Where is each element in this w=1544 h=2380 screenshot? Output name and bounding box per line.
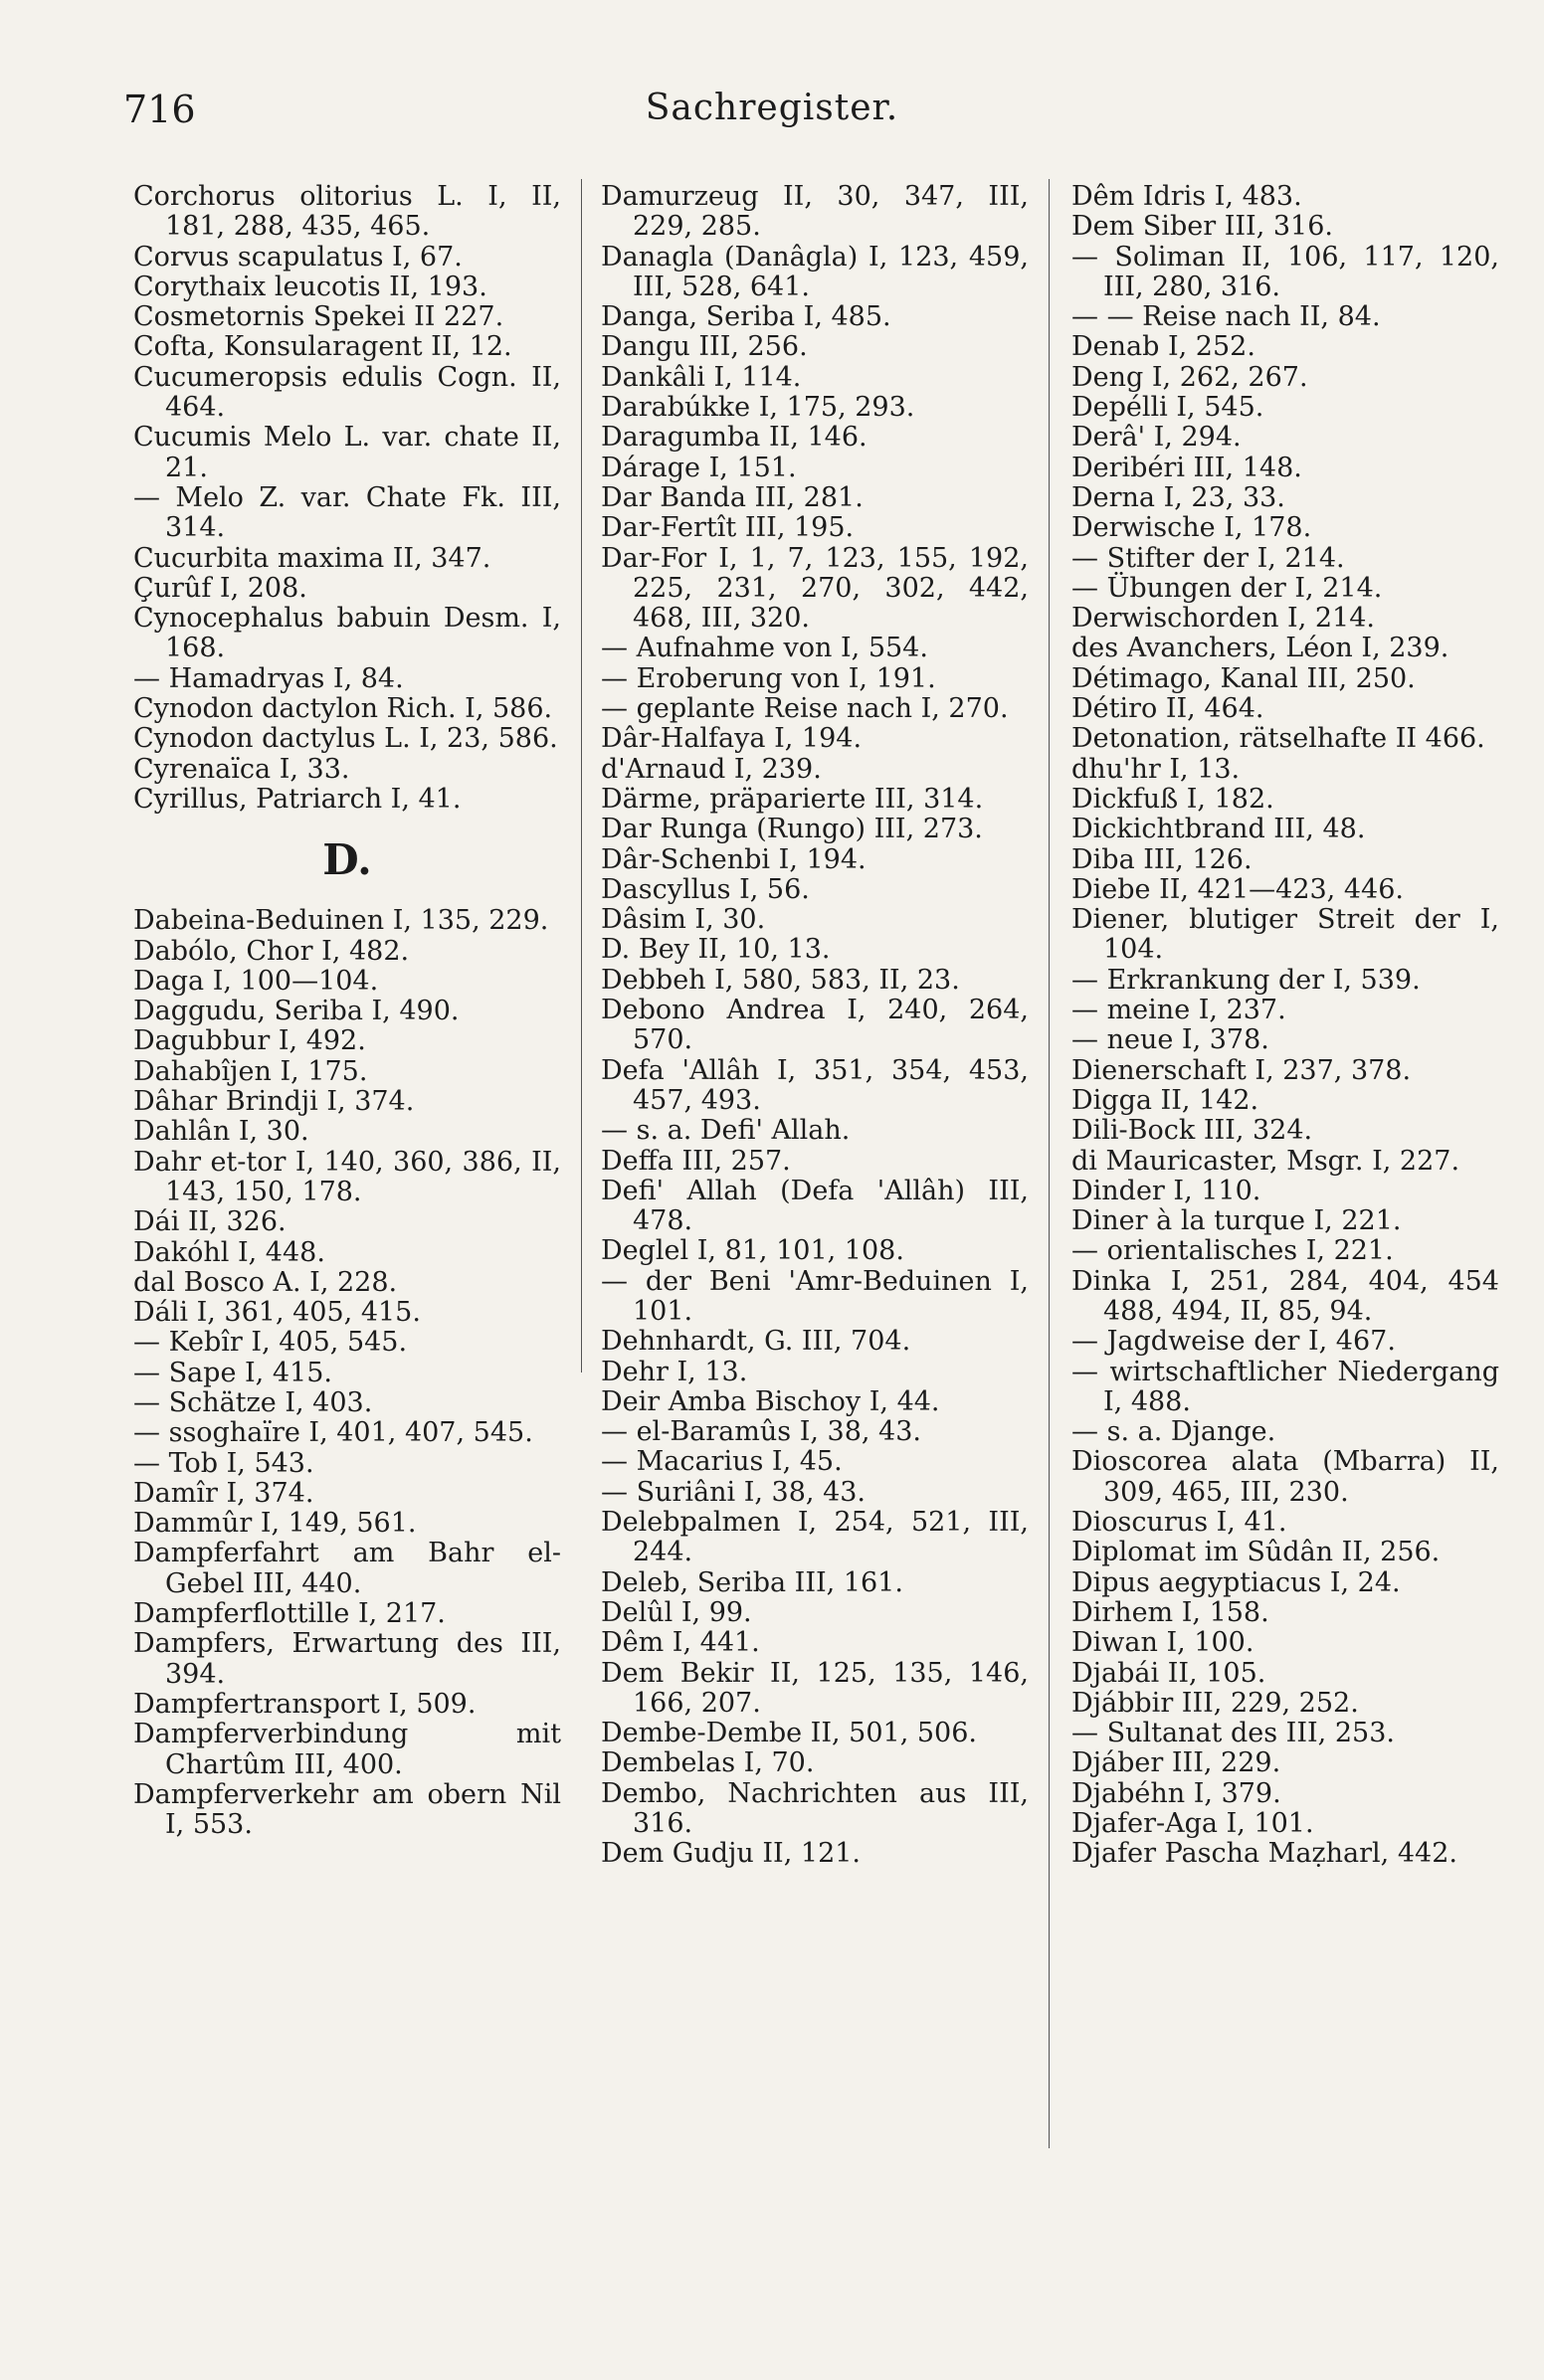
- index-entry: Djabéhn I, 379.: [1071, 1777, 1281, 1809]
- index-entry: Deribéri III, 148.: [1071, 452, 1302, 483]
- index-entry: d'Arnaud I, 239.: [601, 753, 822, 785]
- index-entry: Dâr-Halfaya I, 194.: [601, 723, 863, 755]
- index-entry: Dagubbur I, 492.: [133, 1025, 366, 1057]
- index-entry: Dickfuß I, 182.: [1071, 783, 1274, 815]
- index-entry: Dem Siber III, 316.: [1071, 211, 1333, 243]
- index-entry: Dembelas I, 70.: [601, 1747, 815, 1779]
- page-number: 716: [123, 88, 196, 131]
- index-entry: Djafer-Aga I, 101.: [1071, 1808, 1314, 1840]
- index-entry: Cucumeropsis edulis Cogn. II, 464.: [133, 361, 561, 424]
- index-entry: Corythaix leucotis II, 193.: [133, 271, 487, 302]
- index-entry: Dakóhl I, 448.: [133, 1236, 325, 1268]
- index-column-3: [1071, 182, 1499, 1870]
- index-entry: Dirhem I, 158.: [1071, 1596, 1269, 1628]
- index-entry: Corvus scapulatus I, 67.: [133, 241, 463, 273]
- index-entry: Dêm Idris I, 483.: [1071, 181, 1302, 212]
- index-entry: Dienerschaft I, 237, 378.: [1071, 1054, 1412, 1086]
- index-entry: — Aufnahme von I, 554.: [601, 633, 928, 664]
- index-entry: Derna I, 23, 33.: [1071, 481, 1285, 513]
- index-entry: — s. a. Defi' Allah.: [601, 1115, 851, 1147]
- index-entry: Dâr-Schenbi I, 194.: [601, 843, 867, 875]
- index-entry: — geplante Reise nach I, 270.: [601, 693, 1009, 725]
- index-entry: dhu'hr I, 13.: [1071, 753, 1241, 785]
- index-entry: — — Reise nach II, 84.: [1071, 301, 1381, 333]
- index-entry: des Avanchers, Léon I, 239.: [1071, 633, 1449, 664]
- index-entry: Dammûr I, 149, 561.: [133, 1508, 417, 1540]
- index-entry: Dampferfahrt am Bahr el-Gebel III, 440.: [133, 1538, 561, 1599]
- index-entry: Denab I, 252.: [1071, 331, 1255, 363]
- index-entry: Détimago, Kanal III, 250.: [1071, 662, 1416, 694]
- index-entry: — ssoghaïre I, 401, 407, 545.: [133, 1417, 533, 1449]
- index-entry: Diner à la turque I, 221.: [1071, 1205, 1402, 1237]
- index-entry: Dioscurus I, 41.: [1071, 1507, 1287, 1539]
- index-entry: Dinder I, 110.: [1071, 1175, 1261, 1206]
- index-entry: Diwan I, 100.: [1071, 1627, 1254, 1659]
- index-entry: Dárage I, 151.: [601, 452, 797, 483]
- index-entry: Dembe-Dembe II, 501, 506.: [601, 1718, 977, 1749]
- index-entry: di Mauricaster, Msgr. I, 227.: [1071, 1145, 1460, 1177]
- index-entry: Deir Amba Bischoy I, 44.: [601, 1385, 940, 1417]
- index-entry: — Kebîr I, 405, 545.: [133, 1327, 408, 1359]
- index-entry: Dembo, Nachrichten aus III, 316.: [601, 1777, 1029, 1840]
- index-entry: Cucumis Melo L. var. chate II, 21.: [133, 422, 561, 483]
- index-entry: Detonation, rätselhafte II 466.: [1071, 723, 1485, 755]
- index-entry: Depélli I, 545.: [1071, 392, 1264, 424]
- index-entry: Dem Gudju II, 121.: [601, 1838, 862, 1870]
- index-entry: Dinka I, 251, 284, 404, 454 488, 494, II, 85, 94.: [1071, 1265, 1499, 1327]
- index-entry: Çurûf I, 208.: [133, 572, 307, 604]
- index-entry: Darabúkke I, 175, 293.: [601, 392, 915, 424]
- index-entry: — Schätze I, 403.: [133, 1386, 373, 1418]
- index-entry: Defa 'Allâh I, 351, 354, 453, 457, 493.: [601, 1054, 1029, 1116]
- index-entry: Djabái II, 105.: [1071, 1657, 1266, 1689]
- column-rule: [1049, 179, 1050, 2148]
- index-entry: Digga II, 142.: [1071, 1084, 1259, 1116]
- index-entry: — Eroberung von I, 191.: [601, 662, 936, 694]
- index-entry: Dampfers, Erwartung des III, 394.: [133, 1628, 561, 1690]
- index-entry: Delebpalmen I, 254, 521, III, 244.: [601, 1507, 1029, 1568]
- index-entry: Deffa III, 257.: [601, 1145, 791, 1177]
- index-entry: Dabólo, Chor I, 482.: [133, 935, 410, 967]
- index-entry: Dankâli I, 114.: [601, 361, 802, 393]
- index-entry: Diebe II, 421—423, 446.: [1071, 873, 1404, 905]
- index-entry: — Melo Z. var. Chate Fk. III, 314.: [133, 481, 561, 544]
- index-entry: — Tob I, 543.: [133, 1447, 314, 1479]
- index-entry: Dahlân I, 30.: [133, 1116, 309, 1148]
- index-entry: Diener, blutiger Streit der I, 104.: [1071, 904, 1499, 966]
- index-entry: Cofta, Konsularagent II, 12.: [133, 331, 512, 363]
- index-entry: — Stifter der I, 214.: [1071, 542, 1345, 574]
- index-entry: Détiro II, 464.: [1071, 693, 1264, 725]
- index-entry: — orientalisches I, 221.: [1071, 1235, 1394, 1267]
- index-entry: Dáli I, 361, 405, 415.: [133, 1297, 421, 1329]
- index-entry: — der Beni 'Amr-Beduinen I, 101.: [601, 1265, 1029, 1327]
- index-entry: Cyrillus, Patriarch I, 41.: [133, 783, 462, 815]
- index-entry: Dar-Fertît III, 195.: [601, 512, 855, 544]
- index-entry: — Soliman II, 106, 117, 120, III, 280, 316.: [1071, 241, 1499, 302]
- index-entry: Cosmetornis Spekei II 227.: [133, 301, 504, 333]
- index-entry: Djábbir III, 229, 252.: [1071, 1687, 1359, 1719]
- index-entry: Corchorus olitorius L. I, II, 181, 288, 435, 465.: [133, 181, 561, 243]
- page-title: Sachregister.: [645, 88, 899, 128]
- index-entry: Dar-For I, 1, 7, 123, 155, 192, 225, 231, 270, 302, 442, 468, III, 320.: [601, 542, 1029, 635]
- index-column-2: [601, 182, 1029, 1870]
- index-entry: Defi' Allah (Defa 'Allâh) III, 478.: [601, 1175, 1029, 1237]
- index-entry: Cucurbita maxima II, 347.: [133, 542, 491, 574]
- column-rule: [581, 179, 582, 1373]
- index-entry: — s. a. Djange.: [1071, 1416, 1276, 1448]
- index-entry: — Hamadryas I, 84.: [133, 662, 404, 694]
- index-entry: Cynocephalus babuin Desm. I, 168.: [133, 603, 561, 664]
- index-entry: Dêm I, 441.: [601, 1627, 760, 1659]
- index-entry: — el-Baramûs I, 38, 43.: [601, 1416, 921, 1448]
- index-entry: Deleb, Seriba III, 161.: [601, 1566, 903, 1598]
- index-entry: Diba III, 126.: [1071, 843, 1253, 875]
- index-entry: Cynodon dactylon Rich. I, 586.: [133, 693, 553, 725]
- index-entry: Deng I, 262, 267.: [1071, 361, 1308, 393]
- index-entry: Dái II, 326.: [133, 1206, 287, 1238]
- index-entry: Danagla (Danâgla) I, 123, 459, III, 528, 641.: [601, 241, 1029, 302]
- index-entry: Dar Runga (Rungo) III, 273.: [601, 814, 983, 845]
- index-entry: — Sape I, 415.: [133, 1357, 332, 1388]
- index-entry: Cynodon dactylus L. I, 23, 586.: [133, 723, 558, 755]
- index-entry: Danga, Seriba I, 485.: [601, 301, 891, 333]
- index-entry: D. Bey II, 10, 13.: [601, 934, 831, 966]
- index-column-1: [133, 182, 561, 1840]
- index-entry: Dangu III, 256.: [601, 331, 808, 363]
- index-entry: Deglel I, 81, 101, 108.: [601, 1235, 904, 1267]
- index-entry: Damurzeug II, 30, 347, III, 229, 285.: [601, 181, 1029, 243]
- section-heading: D.: [322, 835, 372, 885]
- index-entry: — Macarius I, 45.: [601, 1446, 843, 1478]
- index-entry: — meine I, 237.: [1071, 995, 1286, 1026]
- index-entry: Dili-Bock III, 324.: [1071, 1115, 1313, 1147]
- index-entry: Diplomat im Sûdân II, 256.: [1071, 1537, 1441, 1568]
- index-entry: — Erkrankung der I, 539.: [1071, 964, 1421, 996]
- index-entry: Dascyllus I, 56.: [601, 873, 810, 905]
- index-entry: Daggudu, Seriba I, 490.: [133, 996, 460, 1027]
- index-entry: Dâsim I, 30.: [601, 904, 766, 936]
- index-entry: Dipus aegyptiacus I, 24.: [1071, 1566, 1401, 1598]
- index-entry: Dioscorea alata (Mbarra) II, 309, 465, III, 230.: [1071, 1446, 1499, 1508]
- index-entry: Debono Andrea I, 240, 264, 570.: [601, 995, 1029, 1056]
- index-entry: Dabeina-Beduinen I, 135, 229.: [133, 905, 549, 937]
- index-entry: Djafer Pascha Maẓharl, 442.: [1071, 1838, 1457, 1870]
- index-entry: Dampferverbindung mit Chartûm III, 400.: [133, 1719, 561, 1780]
- index-entry: Dehnhardt, G. III, 704.: [601, 1326, 911, 1358]
- index-entry: Därme, präparierte III, 314.: [601, 783, 984, 815]
- index-entry: Derwische I, 178.: [1071, 512, 1312, 544]
- index-entry: Dahr et-tor I, 140, 360, 386, II, 143, 150, 178.: [133, 1146, 561, 1207]
- index-entry: — Suriâni I, 38, 43.: [601, 1476, 867, 1508]
- index-entry: Dampferflottille I, 217.: [133, 1598, 446, 1630]
- index-entry: — Übungen der I, 214.: [1071, 572, 1383, 604]
- index-entry: Daragumba II, 146.: [601, 422, 868, 454]
- index-entry: Dehr I, 13.: [601, 1356, 748, 1387]
- index-entry: dal Bosco A. I, 228.: [133, 1266, 398, 1298]
- index-entry: Dâhar Brindji I, 374.: [133, 1086, 415, 1118]
- index-entry: — Sultanat des III, 253.: [1071, 1718, 1395, 1749]
- index-entry: — neue I, 378.: [1071, 1024, 1269, 1056]
- index-entry: Cyrenaïca I, 33.: [133, 753, 350, 785]
- index-entry: Delûl I, 99.: [601, 1596, 752, 1628]
- index-entry: Djáber III, 229.: [1071, 1747, 1281, 1779]
- index-entry: Dahabîjen I, 175.: [133, 1055, 368, 1087]
- index-entry: Derwischorden I, 214.: [1071, 603, 1375, 635]
- index-entry: Derâ' I, 294.: [1071, 422, 1242, 454]
- index-entry: Dem Bekir II, 125, 135, 146, 166, 207.: [601, 1657, 1029, 1719]
- index-entry: Debbeh I, 580, 583, II, 23.: [601, 964, 960, 996]
- index-entry: Dampferverkehr am obern Nil I, 553.: [133, 1778, 561, 1841]
- index-entry: — wirtschaftlicher Niedergang I, 488.: [1071, 1356, 1499, 1417]
- index-entry: Daga I, 100—104.: [133, 965, 379, 997]
- index-entry: Damîr I, 374.: [133, 1477, 314, 1509]
- index-entry: — Jagdweise der I, 467.: [1071, 1326, 1396, 1358]
- index-entry: Dickichtbrand III, 48.: [1071, 814, 1366, 845]
- index-entry: Dar Banda III, 281.: [601, 481, 864, 513]
- index-entry: Dampfertransport I, 509.: [133, 1688, 477, 1720]
